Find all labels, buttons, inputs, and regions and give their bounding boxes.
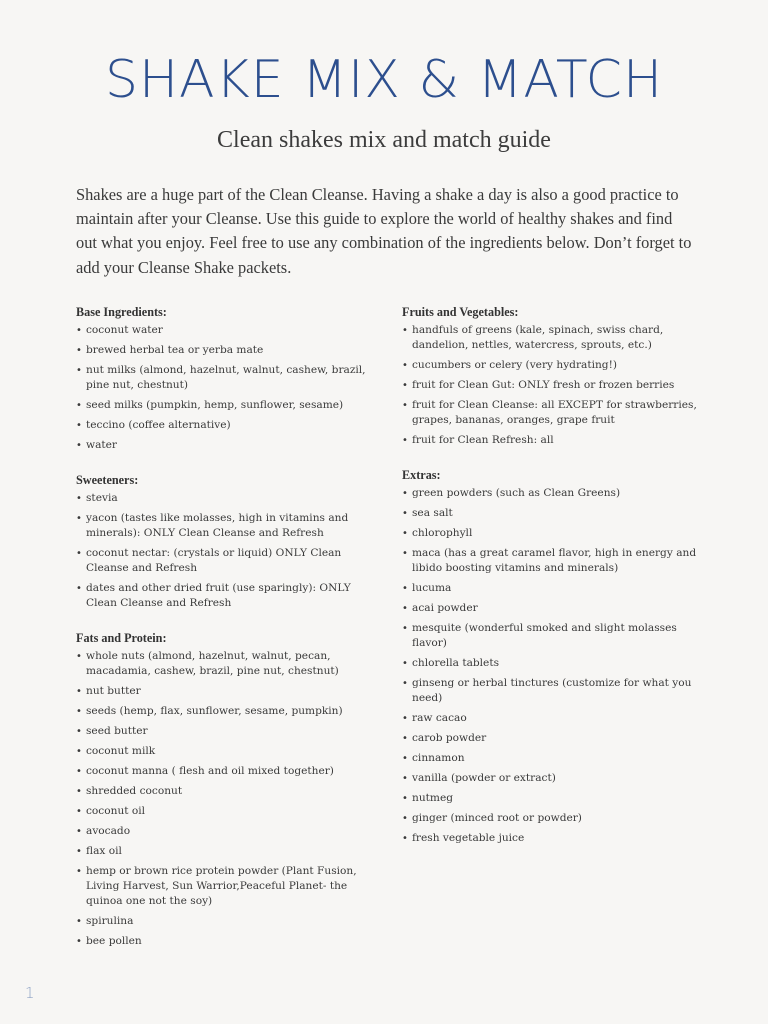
list-item: • flax oil <box>76 844 376 859</box>
list-item: • handfuls of greens (kale, spinach, swiss chard, dandelion, nettles, watercress, sprouts, etc.) <box>402 323 698 353</box>
list-item: • green powders (such as Clean Greens) <box>402 486 698 501</box>
ingredient-list <box>76 491 376 611</box>
list-item: • ginseng or herbal tinctures (customize for what you need) <box>402 676 698 706</box>
list-item: • yacon (tastes like molasses, high in vitamins and minerals): ONLY Clean Cleanse and Refresh <box>76 511 376 541</box>
intro-paragraph: Shakes are a huge part of the Clean Cleanse. Having a shake a day is also a good practice to maintain after your Cleanse. Use this guide to explore the world of healthy shakes and find out what you enjoy. Feel free to use any combination of the ingredients below. Don’t forget to add your Cleanse Shake packets. <box>76 185 692 277</box>
list-item: • nutmeg <box>402 791 698 806</box>
list-item: • stevia <box>76 491 376 506</box>
list-item: • coconut water <box>76 323 376 338</box>
list-item: • coconut milk <box>76 744 376 759</box>
list-item: • fruit for Clean Refresh: all <box>402 433 698 448</box>
section-heading: Fruits and Vegetables: <box>402 305 519 319</box>
list-item: • ginger (minced root or powder) <box>402 811 698 826</box>
list-item: • shredded coconut <box>76 784 376 799</box>
list-item: • coconut manna ( flesh and oil mixed together) <box>76 764 376 779</box>
section-heading: Fats and Protein: <box>76 631 167 645</box>
list-item: • nut milks (almond, hazelnut, walnut, cashew, brazil, pine nut, chestnut) <box>76 363 376 393</box>
list-item: • nut butter <box>76 684 376 699</box>
ingredient-list <box>76 323 376 453</box>
section-extras <box>402 467 698 846</box>
list-item: • mesquite (wonderful smoked and slight molasses flavor) <box>402 621 698 651</box>
list-item: • lucuma <box>402 581 698 596</box>
ingredient-list <box>402 486 698 846</box>
list-item: • acai powder <box>402 601 698 616</box>
ingredient-list <box>402 323 698 448</box>
section-heading: Base Ingredients: <box>76 305 167 319</box>
list-item: • raw cacao <box>402 711 698 726</box>
list-item: • seeds (hemp, flax, sunflower, sesame, pumpkin) <box>76 704 376 719</box>
list-item: • vanilla (powder or extract) <box>402 771 698 786</box>
list-item: • carob powder <box>402 731 698 746</box>
list-item: • spirulina <box>76 914 376 929</box>
list-item: • fruit for Clean Gut: ONLY fresh or frozen berries <box>402 378 698 393</box>
list-item: • seed butter <box>76 724 376 739</box>
list-item: • maca (has a great caramel flavor, high in energy and libido boosting vitamins and minerals) <box>402 546 698 576</box>
list-item: • teccino (coffee alternative) <box>76 418 376 433</box>
list-item: • avocado <box>76 824 376 839</box>
list-item: • brewed herbal tea or yerba mate <box>76 343 376 358</box>
page-title: SHAKE MIX & MATCH <box>104 50 664 110</box>
list-item: • whole nuts (almond, hazelnut, walnut, pecan, macadamia, cashew, brazil, pine nut, chestnut) <box>76 649 376 679</box>
section-heading: Extras: <box>402 468 441 482</box>
section-fruits-and-vegetables <box>402 304 698 448</box>
left-column <box>76 304 376 968</box>
list-item: • bee pollen <box>76 934 376 949</box>
ingredient-list <box>76 649 376 949</box>
list-item: • coconut nectar: (crystals or liquid) ONLY Clean Cleanse and Refresh <box>76 546 376 576</box>
list-item: • coconut oil <box>76 804 376 819</box>
list-item: • fresh vegetable juice <box>402 831 698 846</box>
list-item: • seed milks (pumpkin, hemp, sunflower, sesame) <box>76 398 376 413</box>
list-item: • fruit for Clean Cleanse: all EXCEPT for strawberries, grapes, bananas, oranges, grape fruit <box>402 398 698 428</box>
page-subtitle: Clean shakes mix and match guide <box>217 127 551 153</box>
list-item: • water <box>76 438 376 453</box>
section-sweeteners <box>76 472 376 611</box>
right-column <box>402 304 698 865</box>
section-heading: Sweeteners: <box>76 473 139 487</box>
list-item: • chlorophyll <box>402 526 698 541</box>
section-base-ingredients <box>76 304 376 453</box>
list-item: • chlorella tablets <box>402 656 698 671</box>
list-item: • cinnamon <box>402 751 698 766</box>
section-fats-and-protein <box>76 630 376 949</box>
page-number: 1 <box>25 984 35 1002</box>
list-item: • dates and other dried fruit (use sparingly): ONLY Clean Cleanse and Refresh <box>76 581 376 611</box>
list-item: • sea salt <box>402 506 698 521</box>
list-item: • hemp or brown rice protein powder (Plant Fusion, Living Harvest, Sun Warrior,Peaceful Planet- the quinoa one not the soy) <box>76 864 376 909</box>
list-item: • cucumbers or celery (very hydrating!) <box>402 358 698 373</box>
